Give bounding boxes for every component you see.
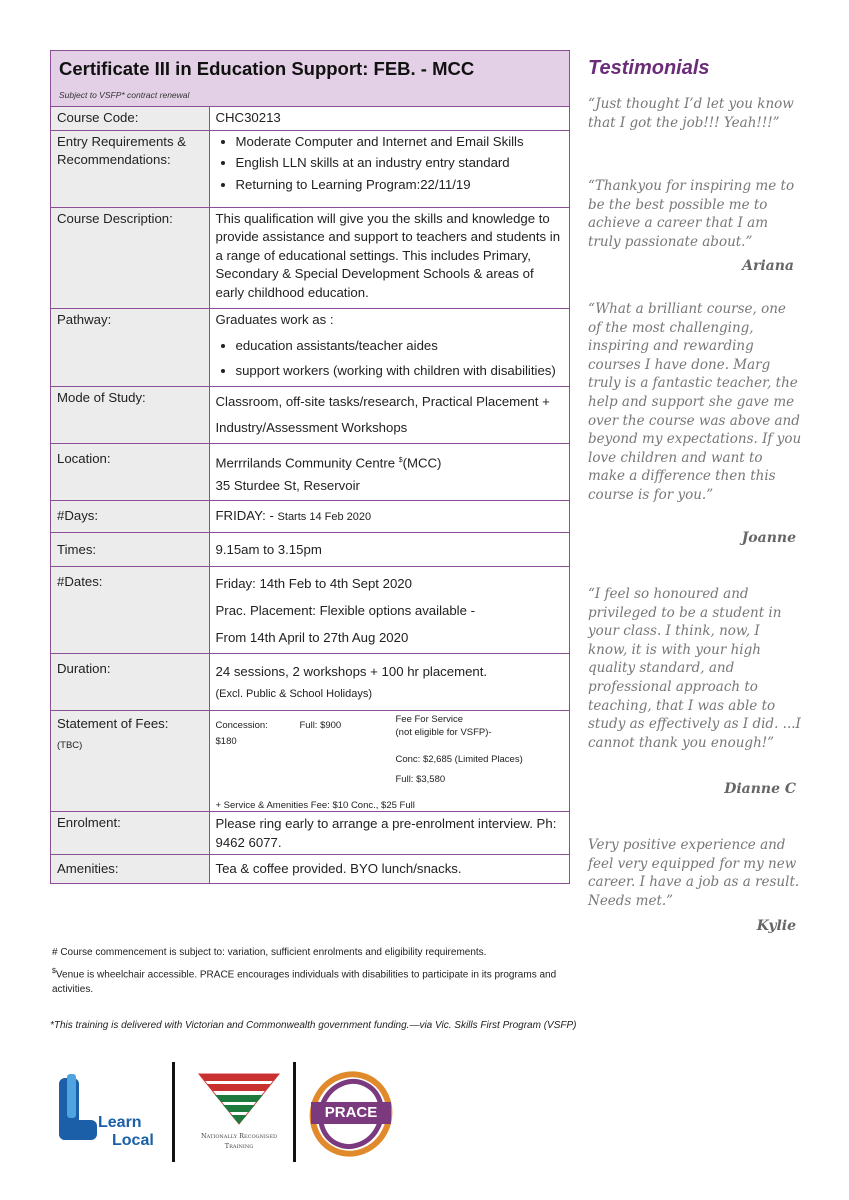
label-duration: Duration: (51, 653, 209, 710)
note-commencement: # Course commencement is subject to: variation, sufficient enrolments and eligibility requirements. (52, 947, 487, 958)
row-days (51, 500, 569, 532)
value-amenities: Tea & coffee provided. BYO lunch/snacks. (209, 854, 569, 883)
entry-item: • English LLN skills at an industry entry standard (236, 154, 564, 173)
testimonial-quote: “Just thought I’d let you know that I got the job!!! Yeah!!!” (588, 96, 794, 131)
label-enrolment: Enrolment: (51, 811, 209, 854)
entry-item: • Moderate Computer and Internet and Email Skills (236, 133, 564, 152)
testimonial-quote: “I feel so honoured and privileged to be a student in your class. I think, now, I know, it is with your high quality standard, and professional approach to teaching, that I was able to study as effectively as I did. ...I cannot thank you enough!” (588, 586, 801, 751)
testimonial-quote: “What a brilliant course, one of the most challenging, inspiring and rewarding courses I have done. Marg truly is a fantastic teacher, the help and support she gave me over the course was above and beyond my expectations. If you love children and want to make a difference then this course is for you.” (588, 301, 802, 503)
value-duration (209, 653, 569, 710)
value-pathway (209, 309, 569, 387)
logo-strip (55, 1062, 415, 1162)
label-entry-requirements: Entry Requirements & Recommendations: (51, 130, 209, 207)
course-subtitle: Subject to VSFP* contract renewal (59, 90, 190, 100)
duration-note: (Excl. Public & School Holidays) (215, 687, 373, 700)
fees-ffs-full: Full: $3,580 (395, 773, 446, 785)
fees-concession-value: $180 (215, 735, 237, 747)
location-venue: Merrrilands Community Centre (215, 454, 399, 470)
label-course-code: Course Code: (51, 107, 209, 130)
learn-local-word-2: Local (112, 1132, 154, 1149)
row-pathway (51, 309, 569, 387)
testimonial-quote: Very positive experience and feel very equipped for my new career. I have a job as a result. Needs met.” (588, 837, 800, 909)
fees-ffs-note: (not eligible for VSFP)- (395, 726, 492, 738)
value-enrolment: Please ring early to arrange a pre-enrolment interview. Ph: 9462 6077. (209, 811, 569, 854)
nrt-triangle-icon (185, 1068, 293, 1128)
logo-divider (172, 1062, 175, 1162)
testimonial-author: Kylie (756, 918, 796, 934)
fees-ffs-conc: Conc: $2,685 (Limited Places) (395, 753, 523, 765)
course-header (51, 51, 569, 107)
pathway-intro: Graduates work as : (215, 312, 334, 327)
dates-placement: Prac. Placement: Flexible options available - (215, 602, 475, 618)
fees-full: Full: $900 (299, 719, 342, 731)
course-title: Certificate III in Education Support: FEB. - MCC (59, 58, 475, 79)
label-fees (51, 710, 209, 811)
row-entry-requirements (51, 130, 569, 207)
funding-note: *This training is delivered with Victorian and Commonwealth government funding.—via Vic. Skills First Program (VSFP) (50, 1020, 577, 1031)
label-location: Location: (51, 443, 209, 500)
value-fees (209, 710, 569, 811)
logo-divider (293, 1062, 296, 1162)
row-enrolment (51, 811, 569, 854)
label-days: #Days: (51, 500, 209, 532)
label-course-description: Course Description: (51, 207, 209, 309)
days-weekday: FRIDAY: - (215, 507, 278, 523)
course-details (51, 107, 569, 883)
dates-classes: Friday: 14th Feb to 4th Sept 2020 (215, 575, 412, 591)
prace-wordmark: PRACE (324, 1104, 378, 1121)
row-fees (51, 710, 569, 811)
row-times (51, 532, 569, 566)
label-times: Times: (51, 532, 209, 566)
fees-tbc: (TBC) (57, 740, 83, 752)
label-mode-of-study: Mode of Study: (51, 386, 209, 443)
row-location (51, 443, 569, 500)
course-table (50, 50, 570, 884)
value-course-description: This qualification will give you the skills and knowledge to provide assistance and support to teachers and students in a range of educational settings. This includes Primary, Secondary & Special Development Schools & areas of early childhood education. (209, 207, 569, 309)
value-entry-requirements (209, 130, 569, 207)
note-venue-text: Venue is wheelchair accessible. PRACE encourages individuals with disabilities to participate in its programs and activities. (52, 969, 557, 996)
value-location (209, 443, 569, 500)
fees-ffs-title: Fee For Service (395, 713, 464, 725)
label-dates: #Dates: (51, 566, 209, 653)
fees-amenities: + Service & Amenities Fee: $10 Conc., $25 Full (215, 799, 415, 811)
note-venue (52, 964, 572, 997)
row-duration (51, 653, 569, 710)
row-mode-of-study (51, 386, 569, 443)
pathway-item: • support workers (working with children with disabilities) (236, 362, 564, 381)
row-amenities (51, 854, 569, 883)
row-course-description (51, 207, 569, 309)
row-course-code (51, 107, 569, 130)
testimonial-quote: “Thankyou for inspiring me to be the best possible me to achieve a career that I am truly passionate about.” (588, 178, 795, 250)
fees-label: Statement of Fees: (57, 715, 169, 731)
label-pathway: Pathway: (51, 309, 209, 387)
value-days (209, 500, 569, 532)
learn-local-logo (55, 1072, 165, 1157)
nrt-text-2: Training (224, 1142, 254, 1150)
learn-local-word-1: Learn (98, 1114, 142, 1131)
entry-item: • Returning to Learning Program:22/11/19 (236, 176, 564, 195)
testimonial-author: Dianne C (724, 781, 796, 797)
dates-placement-range: From 14th April to 27th Aug 2020 (215, 629, 409, 645)
location-footnote-mark: $ (398, 456, 403, 464)
fees-concession-label: Concession: (215, 719, 268, 731)
note-venue-mark: $ (52, 968, 56, 975)
duration-sessions: 24 sessions, 2 workshops + 100 hr placement. (215, 663, 488, 679)
testimonial-author: Joanne (741, 530, 796, 546)
location-venue-code: (MCC) (402, 454, 442, 470)
value-mode-of-study: Classroom, off-site tasks/research, Practical Placement + Industry/Assessment Workshops (209, 386, 569, 443)
location-address: 35 Sturdee St, Reservoir (215, 477, 360, 493)
value-dates (209, 566, 569, 653)
value-course-code: CHC30213 (209, 107, 569, 130)
pathway-item: • education assistants/teacher aides (236, 337, 564, 356)
footnotes (52, 945, 572, 1001)
testimonials-title: Testimonials (588, 57, 710, 79)
testimonial-author: Ariana (742, 258, 794, 274)
days-start: Starts 14 Feb 2020 (277, 510, 372, 523)
nrt-logo (185, 1068, 293, 1158)
label-amenities: Amenities: (51, 854, 209, 883)
value-times: 9.15am to 3.15pm (209, 532, 569, 566)
prace-logo (305, 1070, 397, 1158)
row-dates (51, 566, 569, 653)
nrt-text-1: Nationally Recognised (200, 1132, 277, 1140)
